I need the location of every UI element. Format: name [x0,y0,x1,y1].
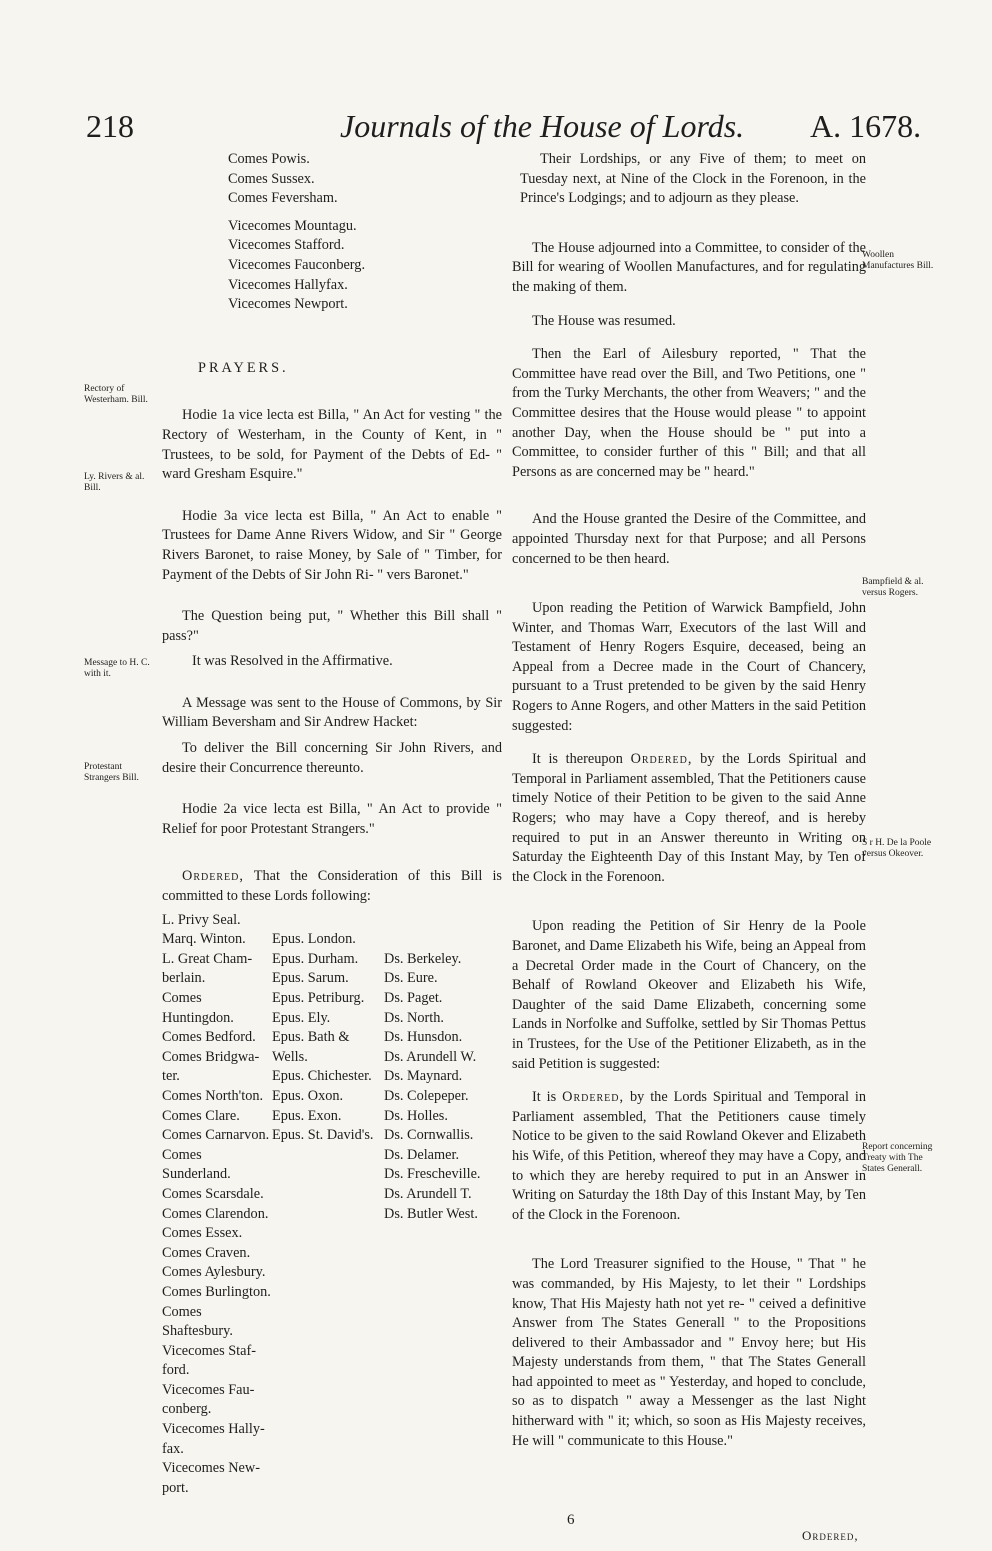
lord-entry: Ds. Frescheville. [384,1166,481,1183]
order-text: by the Lords Spiritual and Temporal in Parliament assembled, That the Petitioners cause timely Notice to be given to the said Rowland Okever and Elizabeth his Wife, of this Petition, whereof they may have a Copy, and to which they are hereby required to put in an Answer in Writing on Saturday the 18th Day of this Instant May, by Ten of the Clock in the Forenoon. [512,1089,867,1223]
lord-entry: Comes Clare. [162,1107,240,1124]
journal-title: Journals of the House of Lords. [340,108,745,144]
lord-entry: Ds. Delamer. [384,1146,460,1163]
order-prefix: It is thereupon [532,751,631,768]
lord-entry: Epus. Oxon. [272,1087,344,1104]
lord-entry: Comes Scarsdale. [162,1185,264,1202]
margin-note-woollen: Woollen Manufactures Bill. [862,250,934,271]
name-entry: Vicecomes Fauconberg. [228,256,366,273]
bampfield-order [512,750,866,887]
lord-entry: Comes Craven. [162,1244,251,1261]
margin-note-bampfield: Bampfield & al. versus Rogers. [862,577,924,598]
lord-entry: Ds. Paget. [384,990,443,1006]
poole-order [512,1088,866,1225]
bampfield-petition: Upon reading the Petition of Warwick Bampfield, John Winter, and Thomas Warr, Executors of the last Will and Testament of Henry Rogers Esquire, deceased, being an Appeal from a Decree made in the Court of Chancery, pursuant to a Trust pretended to be given by the said Henry Rogers to Anne Rogers, and other Matters in the said Petition suggested: [512,600,866,734]
name-entry: Vicecomes Mountagu. [228,217,357,234]
lord-entry [384,930,494,950]
page-number: 218 [86,108,134,144]
lord-entry: Comes Clarendon. [162,1205,269,1222]
lord-entry [384,911,494,931]
committee-col-3 [384,911,494,1499]
lord-entry: Epus. Ely. [272,1009,331,1026]
lord-entry: Epus. Exon. [272,1107,342,1124]
committee-col-1 [162,911,272,1499]
resolved-affirmative: It was Resolved in the Affirmative. [192,653,393,670]
lord-entry: Vicecomes Hally- fax. [162,1421,265,1457]
lord-entry: Comes Carnarvon. [162,1127,270,1144]
left-column [162,150,502,1498]
deliver-bill: To deliver the Bill concerning Sir John Rivers, and desire their Concurrence thereunto. [162,740,502,776]
margin-note-poole: S r H. De la Poole versus Okeover. [862,838,932,859]
lord-entry: Ds. Eure. [384,970,438,987]
year: A. 1678. [810,108,922,144]
lord-entry: Epus. Bath & Wells. [272,1029,350,1065]
westerham-bill-reading: Hodie 1a vice lecta est Billa, " An Act for vesting " the Rectory of Westerham, in the County of Kent, in " Trustees, to be sold, for Payment of the Debts of Ed- " ward Gresham Esquire." [162,407,502,483]
lord-entry: Comes Burlington. [162,1283,271,1300]
message-to-commons: A Message was sent to the House of Commons, by Sir William Beversham and Sir Andrew Hacket: [162,694,502,731]
name-entry: Comes Sussex. [228,170,315,187]
lord-entry: Epus. Sarum. [272,970,349,987]
viscount-names [162,217,502,315]
right-column [512,150,866,1451]
lord-entry: Comes Huntingdon. [162,990,234,1026]
name-entry: Comes Feversham. [228,190,338,207]
lord-entry: Epus. Chichester. [272,1068,372,1085]
lord-entry: Epus. Durham. [272,950,359,967]
house-adjourned: The House adjourned into a Committee, to consider of the Bill for wearing of Woollen Manufactures, and for regulating the making of them. [512,239,866,295]
committee-meeting: Their Lordships, or any Five of them; to meet on Tuesday next, at Nine of the Clock in the Forenoon, in the Prince's Lodgings; and to adjourn as they please. [520,151,866,207]
lord-entry: Ds. Maynard. [384,1068,463,1085]
intro-names [162,150,502,209]
lord-entry: Epus. London. [272,931,356,948]
name-entry: Vicecomes Hallyfax. [228,276,348,293]
rivers-bill-reading: Hodie 3a vice lecta est Billa, " An Act to enable " Trustees for Dame Anne Rivers Widow, and Sir " George Rivers Baronet, to raise Money, by Sale of " Timber, for Payment of the Debts of Sir John Ri- " vers Baronet." [162,507,502,583]
committee-order [162,867,502,906]
ordered-label: Ordered, [630,751,693,768]
lord-entry: Comes North'ton. [162,1087,264,1104]
lord-entry: Ds. Hunsdon. [384,1029,463,1046]
order-text: by the Lords Spiritual and Temporal in Parliament assembled, That the Petitioners cause timely Notice of their Petition to be given to the said Anne Rogers; who may have a Copy thereof, and is hereby required to put in an Answer thereunto in Writing on Saturday the Eighteenth Day of this Instant May, by Ten of the Clock in the Forenoon. [512,751,866,885]
name-entry: Vicecomes Stafford. [228,237,345,254]
lord-entry: Epus. St. David's. [272,1127,374,1144]
treasurer-report: The Lord Treasurer signified to the House, " That " he was commanded, by His Majesty, to let their " Lordships know, That His Majesty hath not yet re- " ceived a definitive Answer from The States Generall " to the Propositions delivered to their Ambassador and " Envoy here; but His Majesty understands from them, " that The States Generall had appointed to meet as " Yesterday, and hoped to conclude, so as to dispatch " away a Messenger as the last Night hitherward with " it; which, so soon as His Majesty receives, He will " communicate to this House." [512,1256,866,1449]
lord-entry: Ds. North. [384,1009,444,1026]
lord-entry: Ds. Holles. [384,1107,448,1124]
committee-list [162,911,502,1499]
ordered-label: Ordered, [182,868,244,885]
lord-entry: Vicecomes New- port. [162,1460,260,1496]
margin-note-treasurer: Report concerning Treaty with The States Generall. [862,1142,933,1174]
lord-entry: Comes Essex. [162,1225,243,1242]
lord-entry: Epus. Petriburg. [272,990,365,1006]
margin-note-message: Message to H. C. with it. [84,658,150,679]
ordered-text: That the Consideration of this Bill is committed to these Lords following: [162,868,502,905]
lord-entry: Vicecomes Fau- conberg. [162,1381,255,1418]
house-granted: And the House granted the Desire of the Committee, and appointed Thursday next for that Purpose; and all Persons concerned to be then heard. [512,511,866,567]
lord-entry: Comes Aylesbury. [162,1264,266,1281]
margin-note-westerham: Rectory of Westerham. Bill. [84,384,148,405]
lord-entry: Comes Bedford. [162,1029,256,1046]
lord-entry: Marq. Winton. [162,931,246,948]
lord-entry: L. Privy Seal. [162,911,241,928]
lord-entry [272,911,384,931]
lord-entry: Ds. Butler West. [384,1205,478,1222]
poole-petition: Upon reading the Petition of Sir Henry de la Poole Baronet, and Dame Elizabeth his Wife, being an Appeal from a Decretal Order made in the Court of Chancery, on the Behalf of Rowland Okeover and Elizabeth his Wife, Daughter of the said Dame Elizabeth, concerning some Lands in Norfolke and Suffolke, settled by Sir Thomas Pettus in Trustees, for the Use of the Petitioner Elizabeth, as in the said Petition is suggested: [512,918,866,1072]
name-entry: Vicecomes Newport. [228,296,348,313]
house-resumed: The House was resumed. [532,312,676,329]
ordered-label: Ordered, [562,1089,625,1106]
name-entry: Comes Powis. [228,151,310,167]
page-header [0,108,992,144]
lord-entry: Ds. Arundell T. [384,1185,472,1202]
lord-entry: L. Great Cham- berlain. [162,950,253,987]
lord-entry: Ds. Colepeper. [384,1087,469,1104]
lord-entry: Ds. Berkeley. [384,950,462,967]
lord-entry: Ds. Arundell W. [384,1048,477,1065]
prayers-heading: PRAYERS. [198,359,289,376]
margin-note-strangers: Protestant Strangers Bill. [84,762,139,783]
order-prefix: It is [532,1089,563,1106]
margin-note-rivers: Ly. Rivers & al. Bill. [84,472,145,493]
catchword: Ordered, [802,1528,859,1543]
lord-entry: Ds. Cornwallis. [384,1127,474,1144]
committee-col-2 [272,911,384,1499]
strangers-bill-reading: Hodie 2a vice lecta est Billa, " An Act to provide " Relief for poor Protestant Strangers." [162,801,502,837]
signature-mark: 6 [567,1512,575,1528]
lord-entry: Vicecomes Staf- ford. [162,1342,257,1379]
lord-entry: Comes Bridgwa- ter. [162,1048,260,1085]
question-put: The Question being put, " Whether this Bill shall " pass?" [162,608,502,644]
lord-entry: Comes Shaftesbury. [162,1303,233,1340]
ailesbury-report: Then the Earl of Ailesbury reported, " That the Committee have read over the Bill, and Two Petitions, one " from the Turky Merchants, the other from Weavers; " and the Committee desires that the House would please " to appoint another Day, when the House should be " put into a Committee, to consider further of this " Bill; and that all Persons as are concerned may be " heard." [512,346,866,480]
lord-entry: Comes Sunderland. [162,1146,231,1183]
